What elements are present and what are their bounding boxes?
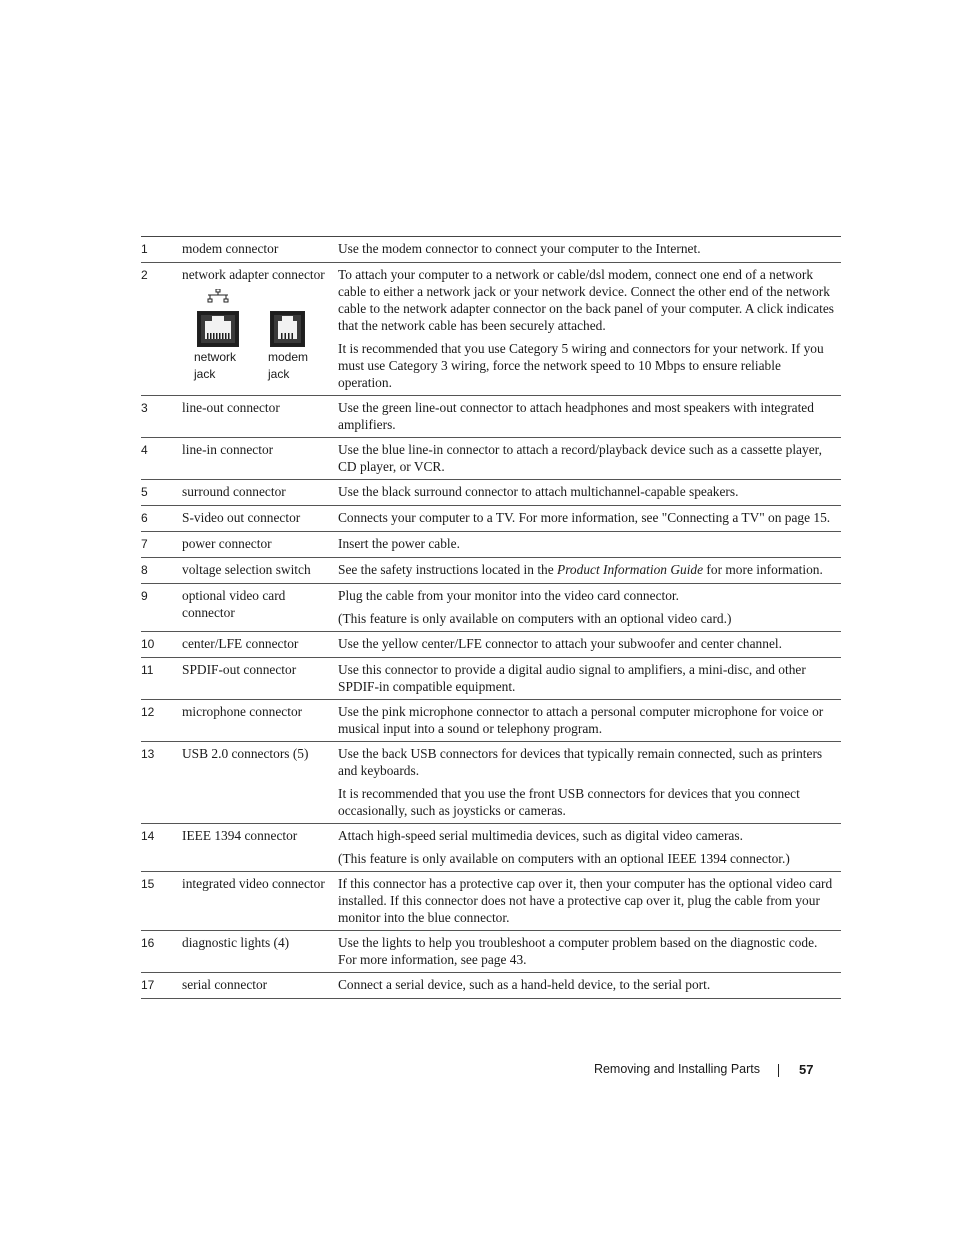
table-row xyxy=(141,263,841,396)
connector-name-cell xyxy=(182,438,338,480)
connector-name: microphone connector xyxy=(182,704,303,719)
connector-description xyxy=(338,584,841,632)
description-paragraph: Use the back USB connectors for devices that typically remain connected, such as printers and keyboards. xyxy=(338,746,823,778)
modem-jack-socket xyxy=(271,312,304,346)
description-paragraph: Attach high-speed serial multimedia devices, such as digital video cameras. xyxy=(338,828,743,843)
connector-description xyxy=(338,506,841,532)
connector-name-cell xyxy=(182,506,338,532)
connector-name-cell xyxy=(182,824,338,872)
table-row xyxy=(141,931,841,973)
item-number: 2 xyxy=(141,268,148,282)
connector-name-cell xyxy=(182,237,338,263)
connector-name-cell xyxy=(182,480,338,506)
table-row xyxy=(141,584,841,632)
guide-title: Product Information Guide xyxy=(557,562,704,577)
connector-name-cell xyxy=(182,558,338,584)
description-paragraph: Plug the cable from your monitor into the video card connector. xyxy=(338,588,679,603)
connector-name-cell xyxy=(182,658,338,700)
network-jack-label: network jack xyxy=(194,350,237,381)
connector-table xyxy=(141,236,841,999)
connector-name: line-out connector xyxy=(182,400,280,415)
connector-name: SPDIF-out connector xyxy=(182,662,297,677)
table-row xyxy=(141,742,841,824)
item-number: 3 xyxy=(141,401,148,415)
footer-separator xyxy=(778,1064,779,1077)
network-jack-socket xyxy=(198,312,238,346)
connector-description xyxy=(338,700,841,742)
description-paragraph: To attach your computer to a network or cable/dsl modem, connect one end of a network cable to either a network jack or your network device. Connect the other end of the network cable to the network adapter connector on the back panel of your computer. A click indicates that the network cable has been securely attached. xyxy=(338,267,835,333)
connector-name-cell xyxy=(182,584,338,632)
table-row xyxy=(141,506,841,532)
connector-description xyxy=(338,632,841,658)
connector-description xyxy=(338,973,841,999)
connector-name-cell xyxy=(182,700,338,742)
connector-description xyxy=(338,931,841,973)
description-paragraph: If this connector has a protective cap over it, then your computer has the optional video card installed. If this connector does not have a protective cap over it, plug the cable from your monitor into the blue connector. xyxy=(338,876,833,925)
connector-description xyxy=(338,396,841,438)
item-number: 9 xyxy=(141,589,148,603)
description-paragraph: (This feature is only available on computers with an optional video card.) xyxy=(338,611,732,626)
network-symbol-icon xyxy=(206,289,230,303)
connector-name-cell xyxy=(182,872,338,931)
table-row xyxy=(141,700,841,742)
table-row xyxy=(141,658,841,700)
description-paragraph: It is recommended that you use the front USB connectors for devices that you connect occasionally, such as joysticks or cameras. xyxy=(338,786,800,818)
description-paragraph: It is recommended that you use Category 5 wiring and connectors for your network. If you must use Category 3 wiring, force the network speed to 10 Mbps to ensure reliable operation. xyxy=(338,341,824,390)
footer-section-title: Removing and Installing Parts xyxy=(593,1062,760,1076)
connector-description xyxy=(338,263,841,396)
jack-figure xyxy=(182,289,334,385)
item-number: 12 xyxy=(141,705,155,719)
table-row xyxy=(141,396,841,438)
item-number: 7 xyxy=(141,537,148,551)
description-paragraph: Use the green line-out connector to attach headphones and most speakers with integrated amplifiers. xyxy=(338,400,814,432)
connector-name: diagnostic lights (4) xyxy=(182,935,290,950)
connector-description xyxy=(338,480,841,506)
description-paragraph: Use the black surround connector to attach multichannel-capable speakers. xyxy=(338,484,739,499)
connector-name-cell xyxy=(182,263,338,396)
page-number: 57 xyxy=(799,1062,814,1077)
connector-name: USB 2.0 connectors (5) xyxy=(182,746,309,761)
connector-name: optional video card connector xyxy=(182,588,286,620)
table-row xyxy=(141,872,841,931)
connector-name: S-video out connector xyxy=(182,510,301,525)
item-number: 5 xyxy=(141,485,148,499)
connector-name-cell xyxy=(182,532,338,558)
connector-name: surround connector xyxy=(182,484,286,499)
description-paragraph: Insert the power cable. xyxy=(338,536,460,551)
item-number: 17 xyxy=(141,978,155,992)
connector-name-cell xyxy=(182,632,338,658)
description-paragraph: See the safety instructions located in the Product Information Guide for more information. xyxy=(338,562,823,577)
connector-description xyxy=(338,237,841,263)
connector-description xyxy=(338,824,841,872)
item-number: 10 xyxy=(141,637,155,651)
item-number: 11 xyxy=(141,663,154,677)
connector-name-cell xyxy=(182,973,338,999)
description-paragraph: Connects your computer to a TV. For more information, see "Connecting a TV" on page 15. xyxy=(338,510,831,525)
connector-name-cell xyxy=(182,742,338,824)
table-row xyxy=(141,480,841,506)
connector-description xyxy=(338,658,841,700)
description-paragraph: Use this connector to provide a digital audio signal to amplifiers, a mini-disc, and other SPDIF-in compatible equipment. xyxy=(338,662,806,694)
table-row xyxy=(141,824,841,872)
table-row xyxy=(141,438,841,480)
item-number: 1 xyxy=(141,242,148,256)
description-paragraph: Use the pink microphone connector to attach a personal computer microphone for voice or musical input into a sound or telephony program. xyxy=(338,704,824,736)
connector-description xyxy=(338,872,841,931)
network-jack-icon xyxy=(197,311,239,347)
connector-description xyxy=(338,438,841,480)
connector-name: integrated video connector xyxy=(182,876,325,891)
item-number: 8 xyxy=(141,563,148,577)
connector-description xyxy=(338,742,841,824)
table-row xyxy=(141,237,841,263)
table-row xyxy=(141,532,841,558)
item-number: 14 xyxy=(141,829,155,843)
item-number: 4 xyxy=(141,443,148,457)
item-number: 6 xyxy=(141,511,148,525)
connector-name: power connector xyxy=(182,536,272,551)
table-row xyxy=(141,973,841,999)
connector-name: line-in connector xyxy=(182,442,274,457)
table-row xyxy=(141,558,841,584)
description-paragraph: Use the yellow center/LFE connector to attach your subwoofer and center channel. xyxy=(338,636,782,651)
connector-name: serial connector xyxy=(182,977,268,992)
description-paragraph: (This feature is only available on computers with an optional IEEE 1394 connector.) xyxy=(338,851,790,866)
description-paragraph: Use the lights to help you troubleshoot a computer problem based on the diagnostic code. For more information, see page 43. xyxy=(338,935,818,967)
connector-description xyxy=(338,558,841,584)
item-number: 15 xyxy=(141,877,155,891)
connector-name: IEEE 1394 connector xyxy=(182,828,298,843)
connector-name: voltage selection switch xyxy=(182,562,311,577)
item-number: 13 xyxy=(141,747,155,761)
connector-name: center/LFE connector xyxy=(182,636,299,651)
description-paragraph: Use the modem connector to connect your computer to the Internet. xyxy=(338,241,701,256)
modem-jack-icon xyxy=(270,311,305,347)
connector-name-cell xyxy=(182,396,338,438)
modem-jack-label: modem jack xyxy=(268,350,309,381)
item-number: 16 xyxy=(141,936,155,950)
connector-name-cell xyxy=(182,931,338,973)
connector-description xyxy=(338,532,841,558)
table-row xyxy=(141,632,841,658)
connector-name: modem connector xyxy=(182,241,279,256)
connector-name: network adapter connector xyxy=(182,267,325,282)
description-paragraph: Connect a serial device, such as a hand-held device, to the serial port. xyxy=(338,977,711,992)
description-paragraph: Use the blue line-in connector to attach a record/playback device such as a cassette player, CD player, or VCR. xyxy=(338,442,822,474)
